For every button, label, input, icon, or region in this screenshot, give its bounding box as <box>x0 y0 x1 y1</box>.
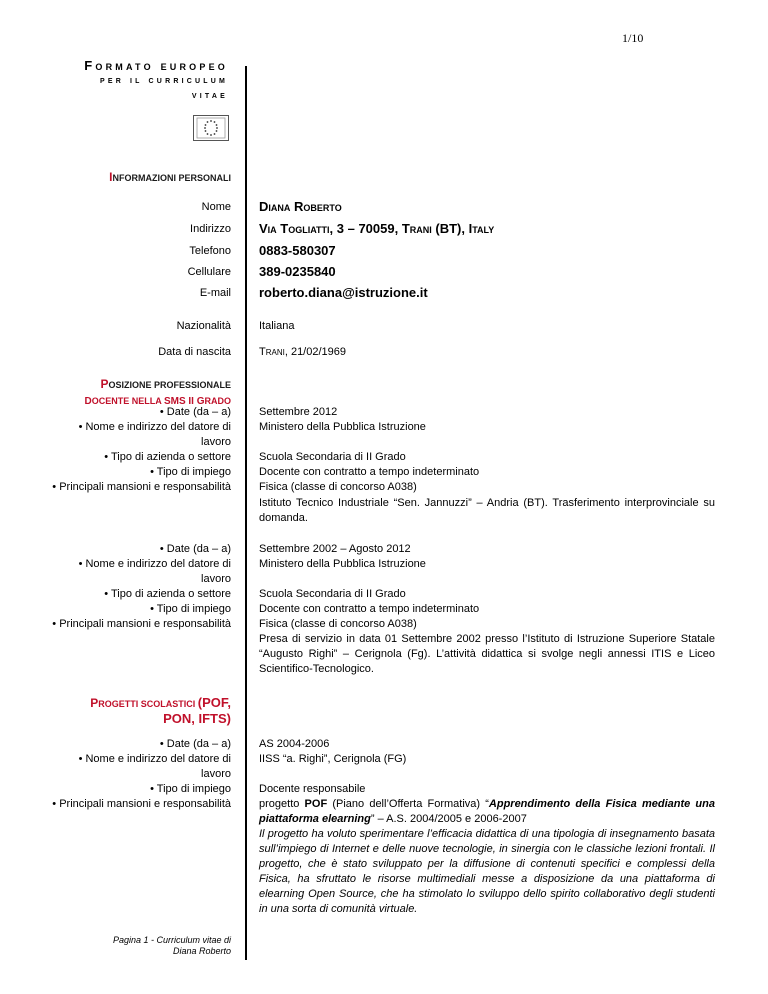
job1-label-sector: • Tipo di azienda o settore <box>104 451 231 463</box>
job1-label-duties: • Principali mansioni e responsabilità <box>52 481 231 493</box>
footer-line2: Diana Roberto <box>172 946 231 956</box>
proj-label-type: • Tipo di impiego <box>150 783 231 795</box>
value-nazionalita: Italiana <box>259 320 295 332</box>
job1-employer: Ministero della Pubblica Istruzione <box>259 421 426 433</box>
section-projects-cont: PON, IFTS) <box>163 711 231 726</box>
proj-label-duties: • Principali mansioni e responsabilità <box>52 798 231 810</box>
cv-title-line2: per il curriculum <box>99 75 228 86</box>
job2-label-duties: • Principali mansioni e responsabilità <box>52 618 231 630</box>
proj-label-date: • Date (da – a) <box>159 738 231 750</box>
job1-duty: Fisica (classe di concorso A038) <box>259 481 417 493</box>
job1-label-type: • Tipo di impiego <box>150 466 231 478</box>
label-email: E-mail <box>199 287 231 299</box>
cv-title-line3: vitae <box>191 90 228 101</box>
job2-label-employer: • Nome e indirizzo del datore di <box>78 558 231 570</box>
job2-type: Docente con contratto a tempo indeterminato <box>259 603 480 615</box>
job2-sector: Scuola Secondaria di II Grado <box>259 588 406 600</box>
section-professional-position: POSIZIONE PROFESSIONALE <box>100 377 231 391</box>
proj-description-italic: Il progetto ha voluto sperimentare l’efficacia didattica di una tipologia di insegnamento basata sull’impiego di Internet e delle nuove tecnologie, in sinergia con le classiche lezioni frontali. Il progetto, che è stato sviluppato per la diffusione di contenuti specifici e complessi della Fisica, ha sfruttato le risorse multimediali messe a disposizione da una piattaforma di elearning Open Source, che ha stimolato lo sviluppo dello spirito collaborativo degli studenti in una sorta di comunità virtuale. <box>259 828 715 915</box>
value-cellulare: 389-0235840 <box>259 264 336 279</box>
job2-description: Presa di servizio in data 01 Settembre 2002 presso l’Istituto di Istruzione Superiore Statale “Augusto Righi” – Cerignola (Fg). L’attività didattica si svolge negli annessi ITIS e Liceo Scientifico-Tecnologico. <box>259 633 715 675</box>
label-nome: Nome <box>201 201 231 213</box>
label-cellulare: Cellulare <box>187 266 231 278</box>
proj-employer: IISS “a. Righi”, Cerignola (FG) <box>259 753 407 765</box>
section-projects: PROGETTI SCOLASTICI (POF, <box>90 695 231 710</box>
value-data-nascita: Trani, 21/02/1969 <box>259 346 346 358</box>
proj-label-employer: • Nome e indirizzo del datore di <box>78 753 231 765</box>
proj-label-employer-cont: lavoro <box>201 768 231 780</box>
job2-label-employer-cont: lavoro <box>201 573 231 585</box>
job2-label-sector: • Tipo di azienda o settore <box>104 588 231 600</box>
job1-label-employer: • Nome e indirizzo del datore di <box>78 421 231 433</box>
job1-label-date: • Date (da – a) <box>159 406 231 418</box>
job1-date: Settembre 2012 <box>259 406 338 418</box>
value-email[interactable]: roberto.diana@istruzione.it <box>259 285 428 300</box>
value-telefono: 0883-580307 <box>259 243 336 258</box>
section-personal-info: INFORMAZIONI PERSONALI <box>109 170 231 184</box>
value-nome: Diana Roberto <box>259 199 342 214</box>
column-divider <box>245 66 247 960</box>
label-indirizzo: Indirizzo <box>190 223 231 235</box>
job2-label-type: • Tipo di impiego <box>150 603 231 615</box>
label-data-nascita: Data di nascita <box>158 346 231 358</box>
proj-type: Docente responsabile <box>259 783 366 795</box>
position-subtitle: DOCENTE NELLA SMS II GRADO <box>84 396 231 407</box>
label-nazionalita: Nazionalità <box>176 320 231 332</box>
job2-duty: Fisica (classe di concorso A038) <box>259 618 417 630</box>
job1-label-employer-cont: lavoro <box>201 436 231 448</box>
cv-title-line1: Formato europeo <box>84 58 228 73</box>
job2-employer: Ministero della Pubblica Istruzione <box>259 558 426 570</box>
job1-type: Docente con contratto a tempo indeterminato <box>259 466 480 478</box>
page-number: 1/10 <box>622 31 644 45</box>
eu-flag-icon <box>193 115 229 141</box>
job1-sector: Scuola Secondaria di II Grado <box>259 451 406 463</box>
job2-label-date: • Date (da – a) <box>159 543 231 555</box>
proj-description: progetto POF (Piano dell’Offerta Formativa) “Apprendimento della Fisica mediante una piattaforma elearning” – A.S. 2004/2005 e 2006-2007 <box>259 798 715 825</box>
proj-date: AS 2004-2006 <box>259 738 330 750</box>
value-indirizzo: Via Togliatti, 3 – 70059, Trani (BT), Italy <box>259 221 495 236</box>
job2-date: Settembre 2002 – Agosto 2012 <box>259 543 411 555</box>
label-telefono: Telefono <box>189 245 231 257</box>
job1-description: Istituto Tecnico Industriale “Sen. Jannuzzi” – Andria (BT). Trasferimento interprovinciale su domanda. <box>259 497 715 524</box>
footer-line1: Pagina 1 - Curriculum vitae di <box>112 935 231 945</box>
